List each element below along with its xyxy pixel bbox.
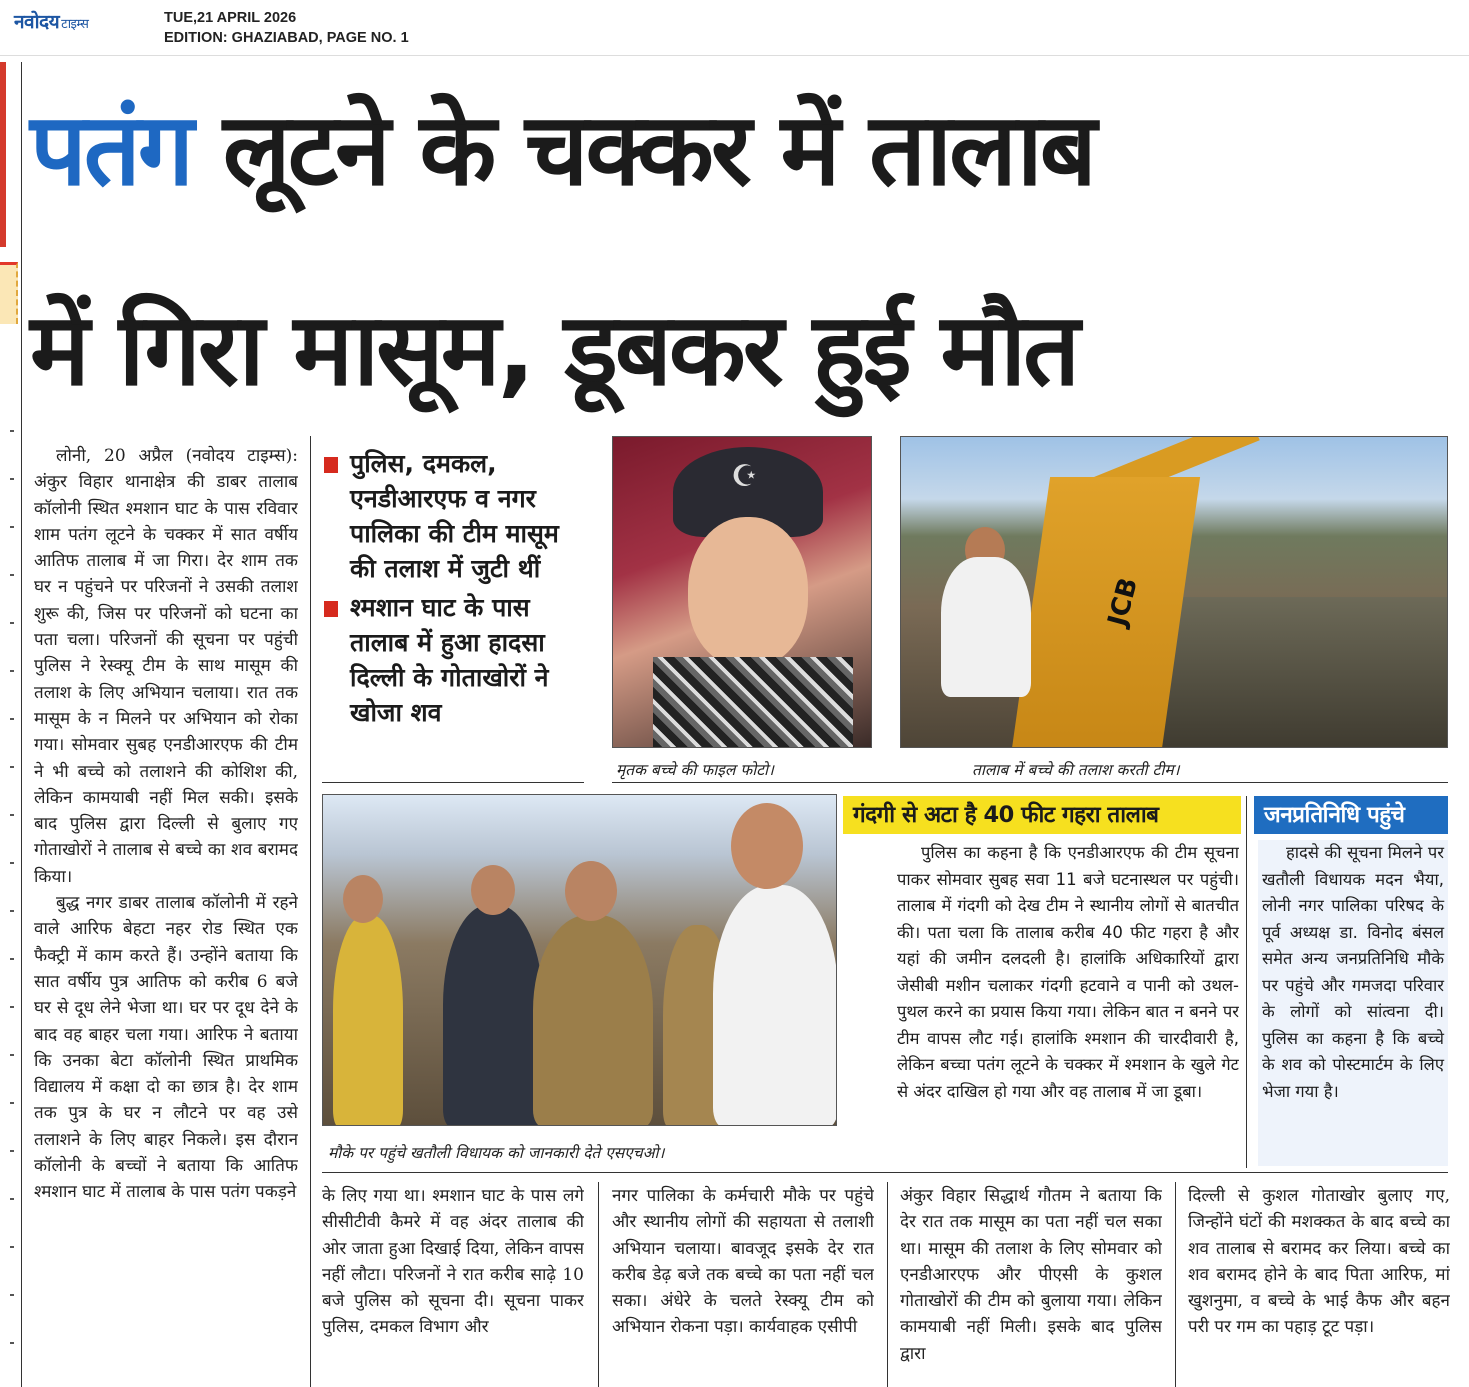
box-body-pond: [897, 840, 1239, 1166]
crescent-star-icon: ☪: [731, 459, 758, 494]
edition-info: EDITION: GHAZIABAD, PAGE NO. 1: [164, 30, 409, 46]
column-divider: [1175, 1182, 1176, 1387]
article-paragraph-2: बुद्ध नगर डाबर तालाब कॉलोनी में रहने वाले आरिफ बेहटा नहर रोड स्थित एक फैक्ट्री में काम करते हैं। उन्होंने बताया कि सात वर्षीय पुत्र आतिफ को करीब 6 बजे घर से दूध लेने भेजा था। घर पर दूध देने के बाद वह बाहर चला गया। आरिफ ने बताया कि उनका बेटा कॉलोनी स्थित प्राथमिक विद्यालय में कक्षा दो का छात्र है। देर शाम तक पुत्र के घर न लौटने पर वह उसे तलाशने के लिए बाहर निकले। इस दौरान कॉलोनी के बच्चों ने बताया कि आतिफ श्मशान घाट में तालाब के पास पतंग पकड़ने: [34, 893, 298, 1203]
logo-subtext: टाइम्स: [61, 17, 89, 32]
person-head-shape: [471, 865, 515, 915]
red-square-bullet-icon: [324, 457, 338, 473]
photo-caption-1: मृतक बच्चे की फाइल फोटो।: [616, 761, 774, 779]
highlights-bottom-rule: [322, 782, 584, 783]
box-divider: [1246, 796, 1247, 1168]
scarf-shape: [653, 657, 853, 748]
article-column-3: [612, 1183, 874, 1383]
article-column-1: [34, 443, 298, 1383]
highlight-item: [322, 446, 584, 586]
officer-head-shape: [565, 861, 617, 921]
article-text: के लिए गया था। श्मशान घाट के पास लगे सीसीटीवी कैमरे में वह अंदर तालाब की ओर जाता हुआ दिखाई दिया, लेकिन वापस नहीं लौटा। परिजनों ने रात करीब साढ़े 10 बजे पुलिस को सूचना दी। सूचना पाकर पुलिस, दमकल विभाग और: [322, 1186, 584, 1338]
box-body-representatives: [1258, 840, 1448, 1166]
dateline: [164, 8, 409, 48]
headline-line-1: [30, 91, 1094, 208]
person-shape: [333, 915, 403, 1126]
pond-search-photo[interactable]: [900, 436, 1448, 748]
column-divider: [310, 436, 311, 1387]
article-text: दिल्ली से कुशल गोताखोर बुलाए गए, जिन्होंने घंटों की मशक्कत के बाद बच्चे का शव तालाब से बरामद कर लिया। बच्चे का शव बरामद होने के बाद पिता आरिफ, मां खुशनुमा, व बच्चे के भाई कैफ और बहन परी पर गम का पहाड़ टूट पड़ा।: [1188, 1186, 1450, 1338]
page-left-border: [21, 62, 22, 1387]
box-title-representatives: जनप्रतिनिधि पहुंचे: [1254, 796, 1448, 834]
prev-page-edge-orange: [0, 262, 18, 324]
highlight-text: पुलिस, दमकल, एनडीआरएफ व नगर पालिका की टीम मासूम की तलाश में जुटी थीं: [350, 449, 559, 583]
bottom-section-rule: [322, 1172, 1448, 1173]
box-paragraph: हादसे की सूचना मिलने पर खतौली विधायक मदन भैया, लोनी नगर पालिका परिषद के पूर्व अध्यक्ष डा. विनोद बंसल समेत अन्य जनप्रतिनिधि मौके पर पहुंचे और गमजदा परिवार के लोगों को सांत्वना दी। पुलिस का कहना है कि बच्चे के शव को पोस्टमार्टम के लिए भेजा गया है।: [1262, 843, 1444, 1101]
prev-page-edge-ticks: [10, 430, 14, 1380]
top-bar: [0, 0, 1469, 56]
article-paragraph-1: लोनी, 20 अप्रैल (नवोदय टाइम्स): अंकुर विहार थानाक्षेत्र की डाबर तालाब कॉलोनी स्थित श्मशान घाट के पास रविवार शाम पतंग लूटने के चक्कर में सात वर्षीय आतिफ तालाब में जा गिरा। देर शाम तक घर न पहुंचने पर परिजनों ने उसकी तलाश शुरू की, जिस पर परिजनों को घटना का पता चला। परिजनों की सूचना पर पहुंची पुलिस ने रेस्क्यू टीम के साथ मासूम की तलाश के लिए अभियान चलाया। रात तक मासूम के न मिलने पर अभियान को रोका गया। सोमवार सुबह एनडीआरएफ की टीम ने भी बच्चे को तलाशने की कोशिश की, लेकिन कामयाबी नहीं मिल सकी। इसके बाद पुलिस द्वारा दिल्ली से बुलाए गए गोताखोरों ने तालाब से बच्चे का शव बरामद किया।: [34, 446, 298, 887]
person-body-shape: [941, 557, 1031, 697]
officials-at-site-photo[interactable]: [322, 794, 837, 1126]
article-column-2: [322, 1183, 584, 1383]
box-title-pond: गंदगी से अटा है 40 फीट गहरा तालाब: [843, 796, 1241, 834]
person-shape: [443, 905, 543, 1126]
story-highlights: [322, 446, 584, 734]
article-column-5: [1188, 1183, 1450, 1383]
deceased-child-photo[interactable]: [612, 436, 872, 748]
column-divider: [598, 1182, 599, 1387]
article-text: अंकुर विहार सिद्धार्थ गौतम ने बताया कि देर रात तक मासूम का पता नहीं चल सका था। मासूम की तलाश के लिए सोमवार को एनडीआरएफ और पीएसी के कुशल गोताखोरों की टीम को बुलाया गया। लेकिन कामयाबी नहीं मिली। इसके बाद पुलिस द्वारा: [900, 1186, 1162, 1364]
child-face-shape: [688, 517, 808, 667]
excavator-label: JCB: [1102, 574, 1145, 630]
police-uniform-shape: [533, 915, 653, 1126]
photo-row-rule: [612, 782, 1448, 783]
highlight-item: [322, 590, 584, 730]
pond-water-shape: [1161, 597, 1448, 748]
prev-page-edge-red: [0, 62, 6, 247]
red-square-bullet-icon: [324, 601, 338, 617]
newspaper-logo[interactable]: [14, 8, 88, 34]
box-paragraph: पुलिस का कहना है कि एनडीआरएफ की टीम सूचना पाकर सोमवार सुबह सवा 11 बजे घटनास्थल पर पहुंची। तालाब में गंदगी को देख टीम ने स्थानीय लोगों से बातचीत की। पता चला कि तालाब करीब 40 फीट गहरा है और यहां की जमीन दलदली है। हालांकि अधिकारियों द्वारा जेसीबी मशीन चलाकर गंदगी हटवाने व पानी को उथल-पुथल करने का प्रयास किया गया। लेकिन बात न बनने पर टीम वापस लौट गई। हालांकि श्मशान की चारदीवारी है, लेकिन बच्चा पतंग लूटने के चक्कर में श्मशान के खुले गेट से अंदर दाखिल हो गया और वह तालाब में जा डूबा।: [897, 843, 1239, 1101]
article-column-4: [900, 1183, 1162, 1383]
column-divider: [887, 1182, 888, 1387]
photo-caption-3: मौके पर पहुंचे खतौली विधायक को जानकारी देते एसएचओ।: [328, 1144, 665, 1162]
headline-highlight-word: पतंग: [30, 91, 192, 208]
person-white-kurta-shape: [713, 885, 837, 1126]
highlight-text: श्मशान घाट के पास तालाब में हुआ हादसा दिल्ली के गोताखोरों ने खोजा शव: [350, 593, 549, 727]
article-text: नगर पालिका के कर्मचारी मौके पर पहुंचे और स्थानीय लोगों की सहायता से तलाशी अभियान चलाया। बावजूद इसके देर रात करीब डेढ़ बजे तक बच्चे का पता नहीं चल सका। अंधेरे के चलते रेस्क्यू टीम को अभियान रोकना पड़ा। कार्यवाहक एसीपी: [612, 1186, 874, 1338]
logo-text: नवोदय: [14, 11, 60, 33]
photo-caption-2: तालाब में बच्चे की तलाश करती टीम।: [972, 761, 1180, 779]
headline-line-1-rest: लूटने के चक्कर में तालाब: [191, 91, 1094, 208]
person-head-shape: [343, 875, 383, 923]
legislator-head-shape: [731, 803, 803, 889]
issue-date: TUE,21 APRIL 2026: [164, 10, 297, 26]
headline-line-2: में गिरा मासूम, डूबकर हुई मौत: [30, 291, 1078, 408]
